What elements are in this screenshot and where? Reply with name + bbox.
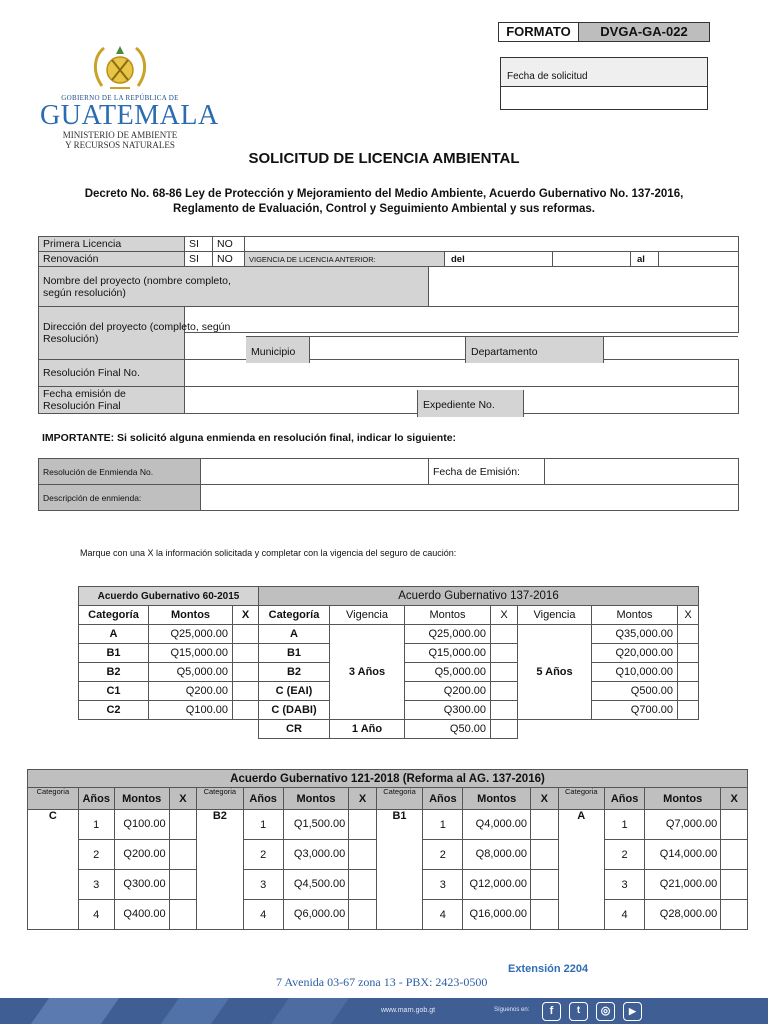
logo-government-line: GOBIERNO DE LA REPÚBLICA DE bbox=[61, 94, 179, 102]
final-resolution-label: Resolución Final No. bbox=[39, 360, 185, 387]
g3-year: 3 bbox=[605, 870, 645, 900]
g1-year: 3 bbox=[243, 870, 283, 900]
ag60-x-cell[interactable] bbox=[233, 625, 259, 644]
g2-amount: Q12,000.00 bbox=[463, 870, 531, 900]
g0-x-cell[interactable] bbox=[169, 900, 196, 930]
ag137-monto3: Q5,000.00 bbox=[405, 663, 491, 682]
amendment-resolution-label: Resolución de Enmienda No. bbox=[39, 459, 201, 485]
ag137-cat: A bbox=[259, 625, 330, 644]
department-field[interactable] bbox=[604, 337, 738, 363]
ag137-x5-cell[interactable] bbox=[678, 682, 699, 701]
ag137-h-x3: X bbox=[491, 606, 518, 625]
format-code: DVGA-GA-022 bbox=[579, 23, 709, 41]
instagram-icon[interactable]: ◎ bbox=[596, 1002, 615, 1021]
ag137-monto5: Q20,000.00 bbox=[592, 644, 678, 663]
g2-x-cell[interactable] bbox=[531, 840, 558, 870]
g0-h-montos: Montos bbox=[114, 788, 169, 810]
follow-us-label: Síguenos en: bbox=[494, 1007, 530, 1013]
logo-ministry-line1: MINISTERIO DE AMBIENTE bbox=[62, 130, 178, 140]
g2-amount: Q4,000.00 bbox=[463, 810, 531, 840]
validity-to-field[interactable] bbox=[659, 252, 739, 267]
g0-x-cell[interactable] bbox=[169, 840, 196, 870]
g1-year: 1 bbox=[243, 810, 283, 840]
ag137-h-vigencia5: Vigencia bbox=[518, 606, 592, 625]
file-number-row bbox=[246, 390, 738, 417]
g1-h-cat: Categoria bbox=[197, 788, 244, 810]
g1-h-anos: Años bbox=[243, 788, 283, 810]
g1-amount: Q3,000.00 bbox=[283, 840, 349, 870]
page-title: SOLICITUD DE LICENCIA AMBIENTAL bbox=[248, 150, 520, 167]
blank-cell bbox=[79, 720, 259, 739]
ag60-cat: C2 bbox=[79, 701, 149, 720]
g2-amount: Q8,000.00 bbox=[463, 840, 531, 870]
g2-year: 3 bbox=[423, 870, 463, 900]
validity-to-label: al bbox=[631, 252, 659, 267]
important-text: Si solicitó alguna enmienda en resolución final, indicar lo siguiente: bbox=[114, 432, 457, 444]
ag137-h-x5: X bbox=[678, 606, 699, 625]
amendment-description-field[interactable] bbox=[201, 485, 739, 511]
ag137-h-montos5: Montos bbox=[592, 606, 678, 625]
project-name-field[interactable] bbox=[429, 267, 739, 307]
municipality-row bbox=[246, 336, 738, 363]
marn-logo bbox=[40, 42, 219, 162]
ag60-h-montos: Montos bbox=[149, 606, 233, 625]
g2-h-montos: Montos bbox=[463, 788, 531, 810]
g2-year: 2 bbox=[423, 840, 463, 870]
ag60-h-x: X bbox=[233, 606, 259, 625]
ag137-monto5: Q10,000.00 bbox=[592, 663, 678, 682]
ag137-h-categoria: Categoría bbox=[259, 606, 330, 625]
ag60-x-cell[interactable] bbox=[233, 663, 259, 682]
reform-row bbox=[28, 810, 748, 840]
department-label: Departamento bbox=[466, 337, 604, 363]
g0-cat: C bbox=[28, 810, 79, 930]
ag60-monto: Q200.00 bbox=[149, 682, 233, 701]
amendment-description-label: Descripción de enmienda: bbox=[39, 485, 201, 511]
ag137-x5-cell[interactable] bbox=[678, 663, 699, 682]
ag137-cat: C (DABI) bbox=[259, 701, 330, 720]
ag137-x3-cell[interactable] bbox=[491, 682, 518, 701]
ag60-x-cell[interactable] bbox=[233, 701, 259, 720]
ag137-monto3: Q25,000.00 bbox=[405, 625, 491, 644]
validity-from-field[interactable] bbox=[553, 252, 631, 267]
footer-stripe bbox=[271, 998, 349, 1024]
logo-ministry-line2: Y RECURSOS NATURALES bbox=[65, 140, 175, 150]
ag60-monto: Q25,000.00 bbox=[149, 625, 233, 644]
g0-h-x: X bbox=[169, 788, 196, 810]
g1-year: 2 bbox=[243, 840, 283, 870]
renewal-si[interactable]: SI bbox=[185, 252, 213, 267]
g3-year: 1 bbox=[605, 810, 645, 840]
g3-h-x: X bbox=[721, 788, 748, 810]
ag137-h-montos3: Montos bbox=[405, 606, 491, 625]
cr-x-cell[interactable] bbox=[491, 720, 518, 739]
resolution-date-field[interactable] bbox=[246, 390, 418, 417]
g3-h-anos: Años bbox=[605, 788, 645, 810]
g1-x-cell[interactable] bbox=[349, 900, 376, 930]
ag60-title: Acuerdo Gubernativo 60-2015 bbox=[79, 587, 259, 606]
g1-amount: Q4,500.00 bbox=[283, 870, 349, 900]
ag137-title: Acuerdo Gubernativo 137-2016 bbox=[259, 587, 699, 606]
ag137-vig3: 3 Años bbox=[330, 625, 405, 720]
first-license-no[interactable]: NO bbox=[213, 237, 245, 252]
g3-x-cell[interactable] bbox=[721, 810, 748, 840]
g1-x-cell[interactable] bbox=[349, 870, 376, 900]
legal-basis-text: Decreto No. 68-86 Ley de Protección y Mejoramiento del Medio Ambiente, Acuerdo Gubernativo No. 137-2016, Reglamento de Evaluación, Control y Seguimiento Ambiental y sus reformas. bbox=[84, 188, 684, 215]
amendment-table bbox=[38, 458, 739, 511]
ag137-monto3: Q15,000.00 bbox=[405, 644, 491, 663]
ag137-monto5: Q500.00 bbox=[592, 682, 678, 701]
g2-h-cat: Categoria bbox=[376, 788, 423, 810]
footer-bar bbox=[0, 998, 768, 1024]
g1-h-x: X bbox=[349, 788, 376, 810]
g2-cat: B1 bbox=[376, 810, 423, 930]
g3-cat: A bbox=[558, 810, 605, 930]
ag137-x5-cell[interactable] bbox=[678, 625, 699, 644]
file-number-field[interactable] bbox=[524, 390, 738, 417]
guarantee-tariff-table bbox=[78, 586, 699, 739]
request-date-label: Fecha de solicitud bbox=[501, 58, 707, 87]
tariff-row bbox=[79, 625, 699, 644]
amendment-resolution-field[interactable] bbox=[201, 459, 429, 485]
file-number-label: Expediente No. bbox=[418, 390, 524, 417]
office-address: 7 Avenida 03-67 zona 13 - PBX: 2423-0500 bbox=[276, 975, 488, 989]
resolution-date-label: Fecha emisión de Resolución Final bbox=[39, 387, 185, 414]
g0-year: 1 bbox=[78, 810, 114, 840]
ag137-h-vigencia3: Vigencia bbox=[330, 606, 405, 625]
ag60-monto: Q100.00 bbox=[149, 701, 233, 720]
important-label: IMPORTANTE: bbox=[42, 432, 115, 444]
g1-amount: Q1,500.00 bbox=[283, 810, 349, 840]
ag137-monto3: Q200.00 bbox=[405, 682, 491, 701]
first-license-si[interactable]: SI bbox=[185, 237, 213, 252]
g2-h-anos: Años bbox=[423, 788, 463, 810]
g2-h-x: X bbox=[531, 788, 558, 810]
g1-amount: Q6,000.00 bbox=[283, 900, 349, 930]
g0-amount: Q300.00 bbox=[114, 870, 169, 900]
amendment-date-label: Fecha de Emisión: bbox=[429, 459, 545, 485]
ag137-x3-cell[interactable] bbox=[491, 701, 518, 720]
logo-country-name: GUATEMALA bbox=[40, 100, 219, 131]
cr-vig: 1 Año bbox=[330, 720, 405, 739]
g2-year: 1 bbox=[423, 810, 463, 840]
ag60-monto: Q5,000.00 bbox=[149, 663, 233, 682]
twitter-icon[interactable]: t bbox=[569, 1002, 588, 1021]
reform-tariff-table bbox=[27, 769, 748, 930]
municipality-label: Municipio bbox=[246, 337, 310, 363]
g1-year: 4 bbox=[243, 900, 283, 930]
ag137-x5-cell[interactable] bbox=[678, 701, 699, 720]
website-link[interactable]: www.marn.gob.gt bbox=[381, 1007, 436, 1014]
cr-monto: Q50.00 bbox=[405, 720, 491, 739]
mark-instructions: Marque con una X la información solicitada y completar con la vigencia del seguro de caución: bbox=[80, 548, 457, 558]
ag60-x-cell[interactable] bbox=[233, 682, 259, 701]
g3-year: 4 bbox=[605, 900, 645, 930]
ag137-monto5: Q35,000.00 bbox=[592, 625, 678, 644]
g2-x-cell[interactable] bbox=[531, 870, 558, 900]
previous-validity-label: VIGENCIA DE LICENCIA ANTERIOR: bbox=[245, 252, 445, 267]
g0-x-cell[interactable] bbox=[169, 870, 196, 900]
ag60-cat: B1 bbox=[79, 644, 149, 663]
coat-of-arms-icon bbox=[90, 42, 150, 92]
facebook-icon[interactable]: f bbox=[542, 1002, 561, 1021]
ag137-x3-cell[interactable] bbox=[491, 644, 518, 663]
g3-amount: Q28,000.00 bbox=[645, 900, 721, 930]
license-info-table bbox=[38, 236, 739, 414]
g2-x-cell[interactable] bbox=[531, 810, 558, 840]
ag137-monto3: Q300.00 bbox=[405, 701, 491, 720]
g2-x-cell[interactable] bbox=[531, 900, 558, 930]
reform-title: Acuerdo Gubernativo 121-2018 (Reforma al AG. 137-2016) bbox=[28, 770, 748, 788]
ag137-x5-cell[interactable] bbox=[678, 644, 699, 663]
g3-h-cat: Categoria bbox=[558, 788, 605, 810]
g0-h-anos: Años bbox=[78, 788, 114, 810]
ag60-monto: Q15,000.00 bbox=[149, 644, 233, 663]
g3-amount: Q7,000.00 bbox=[645, 810, 721, 840]
g0-amount: Q400.00 bbox=[114, 900, 169, 930]
g2-year: 4 bbox=[423, 900, 463, 930]
g0-h-cat: Categoria bbox=[28, 788, 79, 810]
project-address-label bbox=[39, 307, 231, 360]
blank-cell bbox=[518, 720, 699, 739]
g1-cat: B2 bbox=[197, 810, 244, 930]
ag137-x3-cell[interactable] bbox=[491, 625, 518, 644]
g1-x-cell[interactable] bbox=[349, 810, 376, 840]
ag60-cat: A bbox=[79, 625, 149, 644]
renewal-label: Renovación bbox=[39, 252, 185, 267]
g0-x-cell[interactable] bbox=[169, 810, 196, 840]
renewal-no[interactable]: NO bbox=[213, 252, 245, 267]
project-address-field[interactable] bbox=[185, 307, 739, 333]
project-name-label bbox=[39, 267, 429, 307]
ag137-cat: B1 bbox=[259, 644, 330, 663]
footer-stripe bbox=[161, 998, 229, 1024]
g3-h-montos: Montos bbox=[645, 788, 721, 810]
g0-year: 4 bbox=[78, 900, 114, 930]
g3-x-cell[interactable] bbox=[721, 900, 748, 930]
ag60-cat: C1 bbox=[79, 682, 149, 701]
tariff-row-cr bbox=[79, 720, 699, 739]
validity-from-label: del bbox=[445, 252, 553, 267]
first-license-label: Primera Licencia bbox=[39, 237, 185, 252]
format-code-box bbox=[498, 22, 710, 42]
cr-cat: CR bbox=[259, 720, 330, 739]
final-resolution-field[interactable] bbox=[185, 360, 739, 387]
g1-x-cell[interactable] bbox=[349, 840, 376, 870]
ag137-cat: C (EAI) bbox=[259, 682, 330, 701]
ag60-h-categoria: Categoría bbox=[79, 606, 149, 625]
municipality-field[interactable] bbox=[310, 337, 466, 363]
footer-stripe bbox=[31, 998, 119, 1024]
ag137-x3-cell[interactable] bbox=[491, 663, 518, 682]
g0-amount: Q100.00 bbox=[114, 810, 169, 840]
g0-year: 3 bbox=[78, 870, 114, 900]
g3-amount: Q21,000.00 bbox=[645, 870, 721, 900]
g0-year: 2 bbox=[78, 840, 114, 870]
ag60-cat: B2 bbox=[79, 663, 149, 682]
ag137-vig5: 5 Años bbox=[518, 625, 592, 720]
g3-x-cell[interactable] bbox=[721, 870, 748, 900]
ag60-x-cell[interactable] bbox=[233, 644, 259, 663]
g3-year: 2 bbox=[605, 840, 645, 870]
g1-h-montos: Montos bbox=[283, 788, 349, 810]
request-date-box bbox=[500, 57, 708, 110]
ag137-monto5: Q700.00 bbox=[592, 701, 678, 720]
request-date-field[interactable] bbox=[501, 87, 707, 109]
g2-amount: Q16,000.00 bbox=[463, 900, 531, 930]
ag137-cat: B2 bbox=[259, 663, 330, 682]
important-note bbox=[42, 432, 456, 444]
project-name-label-text: Nombre del proyecto (nombre completo, según resolución) bbox=[43, 274, 231, 299]
project-address-label-text: Dirección del proyecto (completo, según Resolución) bbox=[43, 321, 231, 345]
extension-number: Extensión 2204 bbox=[508, 963, 589, 975]
g0-amount: Q200.00 bbox=[114, 840, 169, 870]
format-label: FORMATO bbox=[499, 23, 579, 41]
g3-x-cell[interactable] bbox=[721, 840, 748, 870]
amendment-date-field[interactable] bbox=[545, 459, 739, 485]
youtube-icon[interactable]: ▶ bbox=[623, 1002, 642, 1021]
first-license-blank bbox=[245, 237, 739, 252]
g3-amount: Q14,000.00 bbox=[645, 840, 721, 870]
